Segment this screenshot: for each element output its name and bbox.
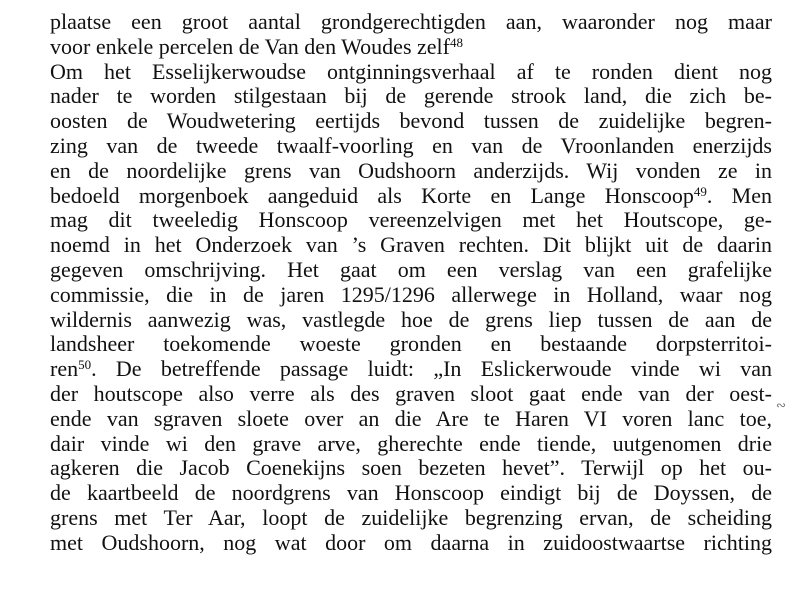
- line-text: oosten de Woudwetering eertijds bevond tussen de zuidelijke begren-: [50, 108, 772, 134]
- line-text: der houtscope also verre als des graven sloot gaat ende van der oest-: [50, 380, 772, 406]
- text-line: [50, 35, 772, 60]
- line-text: landsheer toekomende woeste gronden en bestaande dorpsterritoi-: [50, 331, 772, 357]
- line-text: de kaartbeeld de noordgrens van Honscoop eindigt bij de Doyssen, de: [50, 480, 772, 506]
- line-text: grens met Ter Aar, loopt de zuidelijke begrenzing ervan, de scheiding: [50, 504, 772, 530]
- text-line: [50, 432, 772, 457]
- paragraph: [50, 10, 772, 60]
- line-text: nader te worden stilgestaan bij de gerende strook land, die zich be-: [50, 83, 772, 109]
- line-text: commissie, die in de jaren 1295/1296 allerwege in Holland, waar nog: [50, 281, 772, 307]
- line-text: ren: [50, 356, 79, 382]
- text-line: [50, 60, 772, 85]
- line-text: en de noordelijke grens van Oudshoorn anderzijds. Wij vonden ze in: [50, 157, 772, 183]
- line-text: bedoeld morgenboek aangeduid als Korte en Lange Honscoop: [50, 182, 694, 208]
- line-text: met Oudshoorn, nog wat door om daarna in zuidoostwaartse richting: [50, 529, 772, 555]
- footnote-ref: 50: [78, 357, 92, 373]
- line-text: agkeren die Jacob Coenekijns soen bezeten hevet”. Terwijl op het ou-: [50, 455, 772, 481]
- margin-mark-icon: ∾: [776, 398, 787, 412]
- footnote-ref: 49: [693, 183, 707, 199]
- line-text: ende van sgraven sloete over an die Are te Haren VI voren lanc toe,: [50, 405, 772, 431]
- text-line: [50, 456, 772, 481]
- text-line: [50, 233, 772, 258]
- text-line: [50, 332, 772, 357]
- text-line: [50, 481, 772, 506]
- text-line: [50, 357, 772, 382]
- text-line: [50, 184, 772, 209]
- text-line: [50, 109, 772, 134]
- line-text: dair vinde wi den grave arve, gherechte ende tiende, uutgenomen drie: [50, 430, 772, 456]
- footnote-ref: 48: [449, 34, 463, 50]
- line-text: mag dit tweeledig Honscoop vereenzelvigen met het Houtscope, ge-: [50, 207, 772, 233]
- text-line: [50, 506, 772, 531]
- text-line: [50, 258, 772, 283]
- text-line: [50, 308, 772, 333]
- line-text-continued: . Men: [706, 182, 773, 208]
- document-page: [50, 10, 772, 556]
- text-line: [50, 208, 772, 233]
- line-text: zing van de tweede twaalf-voorling en van de Vroonlanden enerzijds: [50, 132, 772, 158]
- text-line: [50, 407, 772, 432]
- line-text: Om het Esselijkerwoudse ontginningsverhaal af te ronden dient nog: [50, 58, 772, 84]
- text-line: [50, 382, 772, 407]
- text-line: [50, 134, 772, 159]
- line-text: plaatse een groot aantal grondgerechtigden aan, waaronder nog maar: [50, 9, 772, 34]
- line-text: voor enkele percelen de Van den Woudes zelf: [50, 33, 450, 59]
- text-line: [50, 531, 772, 556]
- line-text: gegeven omschrijving. Het gaat om een verslag van een grafelijke: [50, 256, 772, 282]
- paragraph: [50, 60, 772, 556]
- line-text: wildernis aanwezig was, vastlegde hoe de grens liep tussen de aan de: [50, 306, 772, 332]
- line-text: noemd in het Onderzoek van ’s Graven rechten. Dit blijkt uit de daarin: [50, 232, 772, 258]
- text-line: [50, 10, 772, 35]
- text-line: [50, 283, 772, 308]
- text-line: [50, 159, 772, 184]
- text-line: [50, 84, 772, 109]
- line-text-continued: . De betreffende passage luidt: „In Eslickerwoude vinde wi van: [91, 356, 772, 382]
